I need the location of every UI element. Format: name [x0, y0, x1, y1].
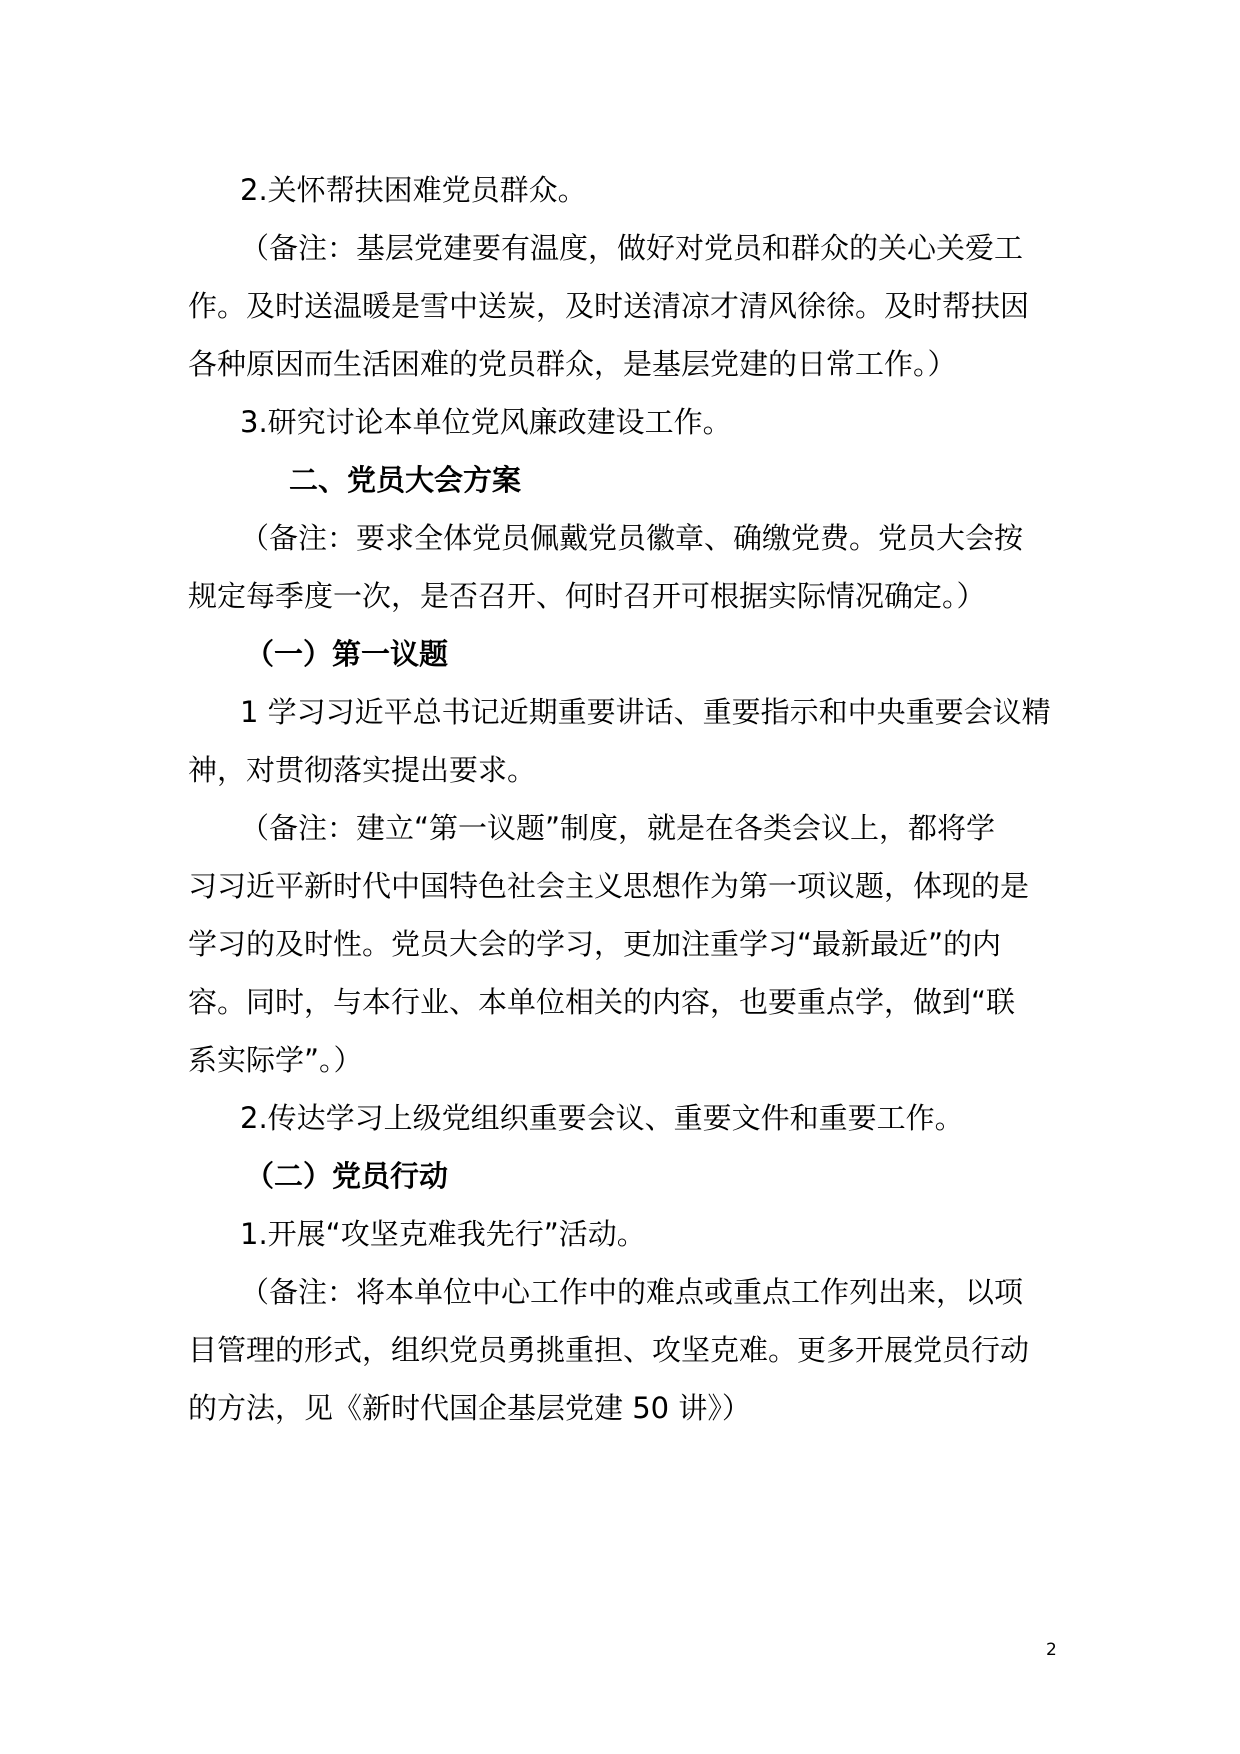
paragraph-line: 2.关怀帮扶困难党员群众。: [240, 173, 587, 207]
document-page: [188, 0, 1058, 1754]
subsection-heading: （二）党员行动: [245, 1159, 449, 1193]
paragraph-line: 目管理的形式，组织党员勇挑重担、攻坚克难。更多开展党员行动: [188, 1333, 1030, 1367]
paragraph-line: （备注：要求全体党员佩戴党员徽章、确缴党费。党员大会按: [240, 521, 1024, 555]
paragraph-line: （备注：建立“第一议题”制度，就是在各类会议上，都将学: [240, 811, 996, 845]
paragraph-line: 的方法，见《新时代国企基层党建 50 讲》）: [188, 1391, 751, 1425]
section-heading: 二、党员大会方案: [289, 463, 522, 497]
paragraph-line: 2.传达学习上级党组织重要会议、重要文件和重要工作。: [240, 1101, 964, 1135]
subsection-heading: （一）第一议题: [245, 637, 449, 671]
paragraph-line: 学习的及时性。党员大会的学习，更加注重学习“最新最近”的内: [188, 927, 1002, 961]
paragraph-line: 作。及时送温暖是雪中送炭，及时送清凉才清风徐徐。及时帮扶因: [188, 289, 1030, 323]
paragraph-line: 系实际学”。）: [188, 1043, 363, 1077]
paragraph-line: （备注：将本单位中心工作中的难点或重点工作列出来，以项: [240, 1275, 1024, 1309]
paragraph-line: 习习近平新时代中国特色社会主义思想作为第一项议题，体现的是: [188, 869, 1030, 903]
paragraph-line: 规定每季度一次，是否召开、何时召开可根据实际情况确定。）: [188, 579, 986, 613]
paragraph-line: 1.开展“攻坚克难我先行”活动。: [240, 1217, 646, 1251]
paragraph-line: 神，对贯彻落实提出要求。: [188, 753, 537, 787]
paragraph-line: 3.研究讨论本单位党风廉政建设工作。: [240, 405, 732, 439]
paragraph-line: （备注：基层党建要有温度，做好对党员和群众的关心关爱工: [240, 231, 1024, 265]
paragraph-line: 1 学习习近平总书记近期重要讲话、重要指示和中央重要会议精: [240, 695, 1051, 729]
paragraph-line: 各种原因而生活困难的党员群众，是基层党建的日常工作。）: [188, 347, 957, 381]
paragraph-line: 容。同时，与本行业、本单位相关的内容，也要重点学，做到“联: [188, 985, 1016, 1019]
page-number: 2: [1046, 1640, 1057, 1660]
